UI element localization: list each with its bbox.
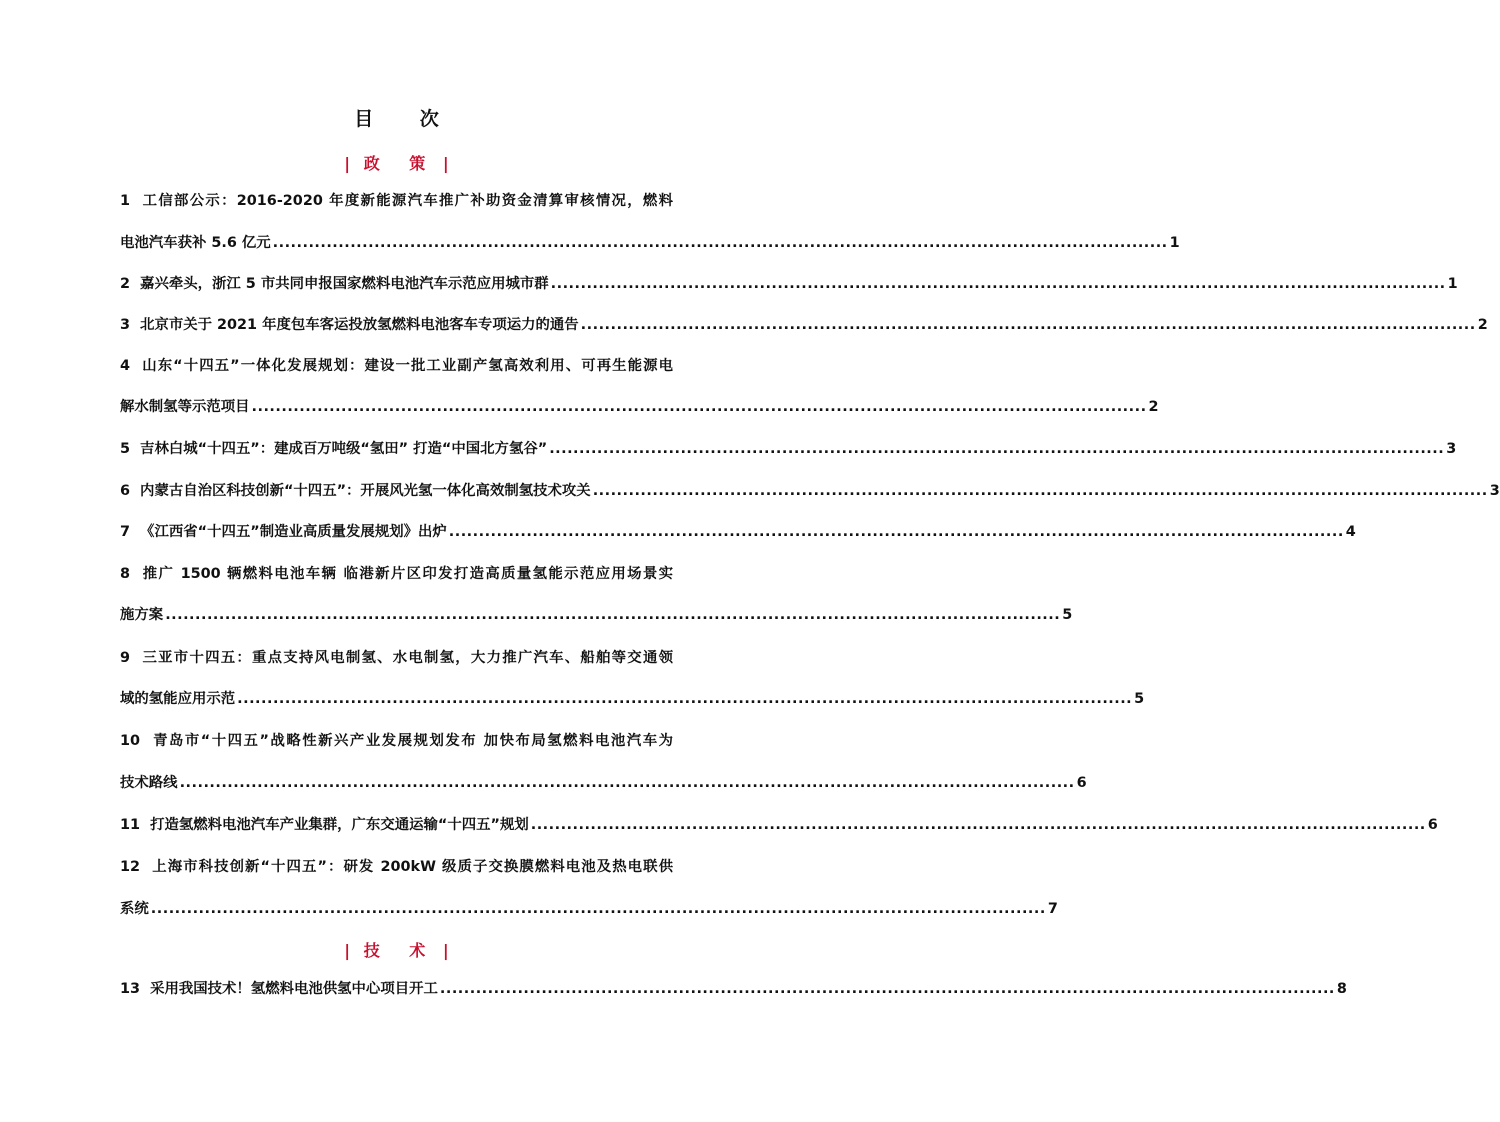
toc-entry-text: 技术路线 <box>120 775 178 791</box>
section-label: 技 术 <box>363 941 438 960</box>
toc-entry-text: 吉林白城“十四五”：建成百万吨级“氢田” 打造“中国北方氢谷” <box>140 441 548 457</box>
leader-dots: ...................................................................................................................................................... <box>272 235 1168 251</box>
toc-entry-number: 6 <box>120 483 131 499</box>
toc-entry-13[interactable] <box>120 979 1347 999</box>
toc-entry-9[interactable] <box>120 689 1145 709</box>
toc-entry-number: 4 <box>120 358 131 374</box>
leader-dots: ...................................................................................................................................................... <box>549 441 1445 457</box>
toc-entry-number: 12 <box>120 859 141 875</box>
toc-entry-text: 解水制氢等示范项目 <box>120 399 250 415</box>
toc-page-number: 7 <box>1047 901 1058 917</box>
toc-title: 目 次 <box>354 108 459 130</box>
toc-entry-text: 上海市科技创新“十四五”：研发 200kW 级质子交换膜燃料电池及热电联供 <box>152 859 673 875</box>
toc-entry-4-line1[interactable] <box>120 356 673 376</box>
toc-entry-text: 采用我国技术！氢燃料电池供氢中心项目开工 <box>150 981 438 997</box>
toc-entry-text: 三亚市十四五：重点支持风电制氢、水电制氢，大力推广汽车、船舶等交通领 <box>142 650 673 666</box>
leader-dots: ...................................................................................................................................................... <box>150 901 1046 917</box>
toc-page-number: 3 <box>1446 441 1457 457</box>
leader-dots: ...................................................................................................................................................... <box>439 981 1335 997</box>
toc-page-number: 4 <box>1345 524 1356 540</box>
toc-entry-text: 施方案 <box>120 607 164 623</box>
toc-entry-12[interactable] <box>120 899 1058 919</box>
section-bar-left: | <box>344 941 351 960</box>
section-header-technology <box>0 938 793 961</box>
toc-entry-text: 推广 1500 辆燃料电池车辆 临港新片区印发打造高质量氢能示范应用场景实 <box>142 566 673 582</box>
toc-entry-8-line1[interactable] <box>120 564 673 584</box>
toc-page-number: 1 <box>1169 235 1180 251</box>
leader-dots: ...................................................................................................................................................... <box>165 607 1061 623</box>
toc-entry-number: 5 <box>120 441 131 457</box>
toc-page-number: 2 <box>1148 399 1159 415</box>
toc-page-number: 2 <box>1477 317 1488 333</box>
leader-dots: ...................................................................................................................................................... <box>592 483 1488 499</box>
toc-entry-number: 1 <box>120 193 131 209</box>
toc-entry-text: 青岛市“十四五”战略性新兴产业发展规划发布 加快布局氢燃料电池汽车为 <box>153 733 673 749</box>
section-bar-right: | <box>442 941 449 960</box>
toc-entry-2[interactable] <box>120 274 1458 294</box>
toc-entry-11[interactable] <box>120 815 1438 835</box>
toc-entry-12-line1[interactable] <box>120 857 673 877</box>
toc-entry-5[interactable] <box>120 439 1457 459</box>
leader-dots: ...................................................................................................................................................... <box>448 524 1344 540</box>
toc-entry-number: 3 <box>120 317 131 333</box>
toc-entry-1[interactable] <box>120 233 1180 253</box>
toc-page-number: 3 <box>1489 483 1500 499</box>
toc-entry-number: 9 <box>120 650 131 666</box>
toc-page-number: 6 <box>1427 817 1438 833</box>
leader-dots: ...................................................................................................................................................... <box>179 775 1075 791</box>
toc-entry-number: 11 <box>120 817 141 833</box>
toc-entry-number: 13 <box>120 981 141 997</box>
toc-entry-number: 2 <box>120 276 131 292</box>
toc-entry-6[interactable] <box>120 481 1500 501</box>
toc-entry-7[interactable] <box>120 522 1356 542</box>
section-header-policy <box>0 151 793 174</box>
toc-entry-number: 8 <box>120 566 131 582</box>
toc-page-number: 8 <box>1336 981 1347 997</box>
toc-entry-text: 山东“十四五”一体化发展规划：建设一批工业副产氢高效利用、可再生能源电 <box>142 358 673 374</box>
section-bar-left: | <box>344 154 351 173</box>
leader-dots: ...................................................................................................................................................... <box>530 817 1426 833</box>
toc-entry-text: 内蒙古自治区科技创新“十四五”：开展风光氢一体化高效制氢技术攻关 <box>140 483 591 499</box>
toc-entry-text: 打造氢燃料电池汽车产业集群，广东交通运输“十四五”规划 <box>150 817 529 833</box>
toc-entry-3[interactable] <box>120 315 1488 335</box>
toc-entry-1-line1[interactable] <box>120 191 673 211</box>
toc-entry-9-line1[interactable] <box>120 648 673 668</box>
toc-entry-text: 《江西省“十四五”制造业高质量发展规划》出炉 <box>140 524 447 540</box>
toc-entry-8[interactable] <box>120 605 1073 625</box>
toc-entry-10-line1[interactable] <box>120 731 673 751</box>
toc-entry-text: 嘉兴牵头，浙江 5 市共同申报国家燃料电池汽车示范应用城市群 <box>140 276 549 292</box>
leader-dots: ...................................................................................................................................................... <box>550 276 1446 292</box>
section-label: 政 策 <box>363 154 438 173</box>
toc-entry-number: 10 <box>120 733 141 749</box>
toc-page-number: 5 <box>1134 691 1145 707</box>
toc-entry-text: 工信部公示：2016-2020 年度新能源汽车推广补助资金清算审核情况，燃料 <box>142 193 673 209</box>
toc-entry-number: 7 <box>120 524 131 540</box>
section-bar-right: | <box>442 154 449 173</box>
toc-entry-text: 域的氢能应用示范 <box>120 691 236 707</box>
leader-dots: ...................................................................................................................................................... <box>580 317 1476 333</box>
toc-page-number: 5 <box>1062 607 1073 623</box>
toc-entry-10[interactable] <box>120 773 1087 793</box>
toc-entry-text: 电池汽车获补 5.6 亿元 <box>120 235 271 251</box>
toc-page-number: 1 <box>1447 276 1458 292</box>
toc-entry-4[interactable] <box>120 397 1159 417</box>
toc-page-number: 6 <box>1076 775 1087 791</box>
leader-dots: ...................................................................................................................................................... <box>251 399 1147 415</box>
toc-entry-text: 系统 <box>120 901 149 917</box>
toc-entry-text: 北京市关于 2021 年度包车客运投放氢燃料电池客车专项运力的通告 <box>140 317 579 333</box>
leader-dots: ...................................................................................................................................................... <box>237 691 1133 707</box>
